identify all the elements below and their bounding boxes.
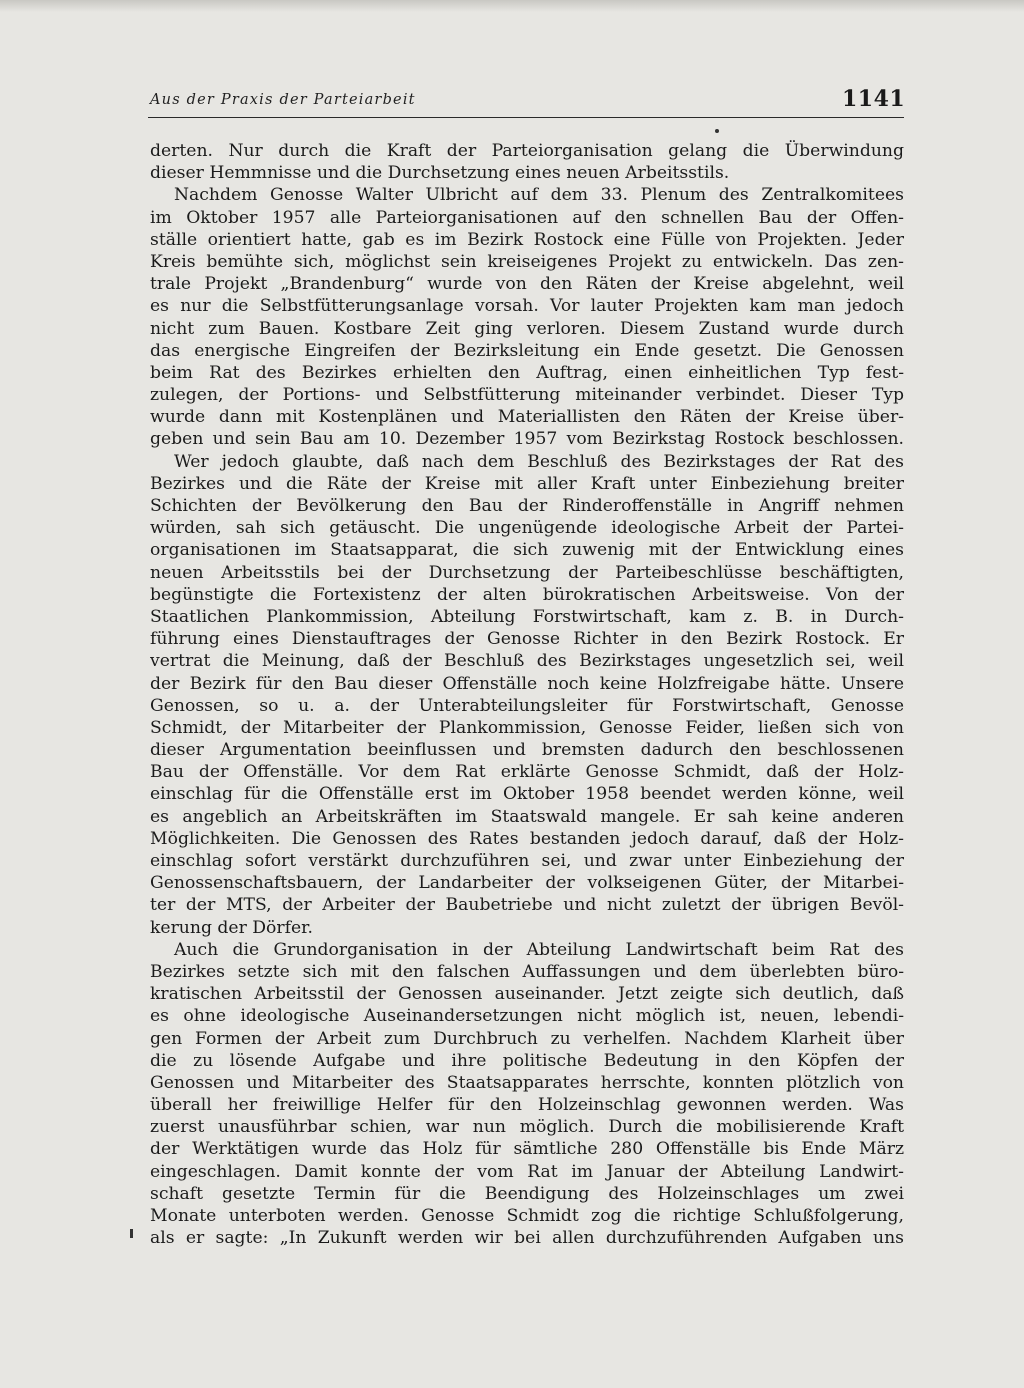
text-line: nicht zum Bauen. Kostbare Zeit ging verloren. Diesem Zustand wurde durch: [150, 318, 904, 339]
margin-mark: [130, 1229, 133, 1238]
text-line: trale Projekt „Brandenburg“ wurde von den Räten der Kreise abgelehnt, weil: [150, 274, 904, 295]
text-line: Kreis bemühte sich, möglichst sein kreiseigenes Projekt zu entwickeln. Das zen-: [150, 251, 904, 272]
text-line: neuen Arbeitsstils bei der Durchsetzung der Parteibeschlüsse beschäftigten,: [150, 562, 904, 583]
text-line: Monate unterboten werden. Genosse Schmidt zog die richtige Schlußfolgerung,: [150, 1206, 904, 1226]
text-line: würden, sah sich getäuscht. Die ungenügende ideologische Arbeit der Partei-: [150, 518, 904, 539]
text-line: vertrat die Meinung, daß der Beschluß des Bezirkstages ungesetzlich sei, weil: [150, 651, 904, 672]
text-line: dieser Argumentation beeinflussen und bremsten dadurch den beschlossenen: [150, 740, 904, 761]
print-speck: [715, 129, 719, 133]
text-line: überall her freiwillige Helfer für den Holzeinschlag gewonnen werden. Was: [150, 1095, 904, 1116]
text-line: einschlag für die Offenställe erst im Oktober 1958 beendet werden könne, weil: [150, 784, 904, 805]
text-line: kerung der Dörfer.: [150, 917, 313, 938]
text-line: als er sagte: „In Zukunft werden wir bei allen durchzuführenden Aufgaben uns: [150, 1228, 904, 1249]
text-line: einschlag sofort verstärkt durchzuführen sei, und zwar unter Einbeziehung der: [150, 851, 904, 871]
text-line: ter der MTS, der Arbeiter der Baubetriebe und nicht zuletzt der übrigen Bevöl-: [150, 895, 904, 916]
text-line: Genossen und Mitarbeiter des Staatsapparates herrschte, konnten plötzlich von: [150, 1072, 904, 1093]
text-line: Schmidt, der Mitarbeiter der Plankommission, Genosse Feider, ließen sich von: [150, 717, 904, 738]
text-line: führung eines Dienstauftrages der Genosse Richter in den Bezirk Rostock. Er: [150, 629, 904, 650]
text-line: Wer jedoch glaubte, daß nach dem Beschluß des Bezirkstages der Rat des: [174, 451, 904, 472]
scan-edge: [0, 0, 1024, 12]
text-line: Schichten der Bevölkerung den Bau der Rinderoffenställe in Angriff nehmen: [150, 496, 904, 516]
text-line: zulegen, der Portions- und Selbstfütterung miteinander verbindet. Dieser Typ: [150, 385, 904, 406]
text-line: Möglichkeiten. Die Genossen des Rates bestanden jedoch darauf, daß der Holz-: [150, 828, 904, 849]
text-line: Auch die Grundorganisation in der Abteilung Landwirtschaft beim Rat des: [174, 939, 904, 960]
text-line: organisationen im Staatsapparat, die sich zuwenig mit der Entwicklung eines: [150, 540, 904, 561]
text-line: eingeschlagen. Damit konnte der vom Rat im Januar der Abteilung Landwirt-: [150, 1161, 904, 1182]
text-line: beim Rat des Bezirkes erhielten den Auftrag, einen einheitlichen Typ fest-: [150, 362, 904, 383]
page-number: 1141: [842, 86, 906, 112]
header-rule: [148, 117, 904, 118]
text-line: ställe orientiert hatte, gab es im Bezirk Rostock eine Fülle von Projekten. Jeder: [150, 229, 904, 250]
text-line: der Werktätigen wurde das Holz für sämtliche 280 Offenställe bis Ende März: [150, 1139, 904, 1160]
text-line: zuerst unausführbar schien, war nun möglich. Durch die mobilisierende Kraft: [150, 1117, 904, 1138]
text-line: Bau der Offenställe. Vor dem Rat erklärte Genosse Schmidt, daß der Holz-: [150, 762, 904, 783]
text-line: es angeblich an Arbeitskräften im Staatswald mangele. Er sah keine anderen: [150, 806, 904, 827]
text-line: derten. Nur durch die Kraft der Parteiorganisation gelang die Überwindung: [150, 141, 904, 161]
text-line: Nachdem Genosse Walter Ulbricht auf dem 33. Plenum des Zentralkomitees: [174, 185, 904, 206]
text-line: Bezirkes und die Räte der Kreise mit aller Kraft unter Einbeziehung breiter: [150, 473, 904, 494]
text-line: Genossen, so u. a. der Unterabteilungsleiter für Forstwirtschaft, Genosse: [150, 695, 904, 716]
text-line: Bezirkes setzte sich mit den falschen Auffassungen und dem überlebten büro-: [150, 961, 904, 982]
text-line: dieser Hemmnisse und die Durchsetzung eines neuen Arbeitsstils.: [150, 163, 730, 184]
text-line: gen Formen der Arbeit zum Durchbruch zu verhelfen. Nachdem Klarheit über: [150, 1028, 904, 1049]
text-line: kratischen Arbeitsstil der Genossen auseinander. Jetzt zeigte sich deutlich, daß: [150, 984, 904, 1005]
text-line: Genossenschaftsbauern, der Landarbeiter der volkseigenen Güter, der Mitarbei-: [150, 873, 904, 894]
text-line: wurde dann mit Kostenplänen und Materiallisten den Räten der Kreise über-: [150, 407, 904, 428]
text-line: Staatlichen Plankommission, Abteilung Forstwirtschaft, kam z. B. in Durch-: [150, 606, 904, 627]
text-line: schaft gesetzte Termin für die Beendigung des Holzeinschlages um zwei: [150, 1183, 904, 1204]
text-line: es nur die Selbstfütterungsanlage vorsah. Vor lauter Projekten kam man jedoch: [150, 296, 904, 317]
text-line: die zu lösende Aufgabe und ihre politische Bedeutung in den Köpfen der: [150, 1050, 904, 1071]
text-line: das energische Eingreifen der Bezirksleitung ein Ende gesetzt. Die Genossen: [150, 340, 904, 361]
running-head: Aus der Praxis der Parteiarbeit: [150, 92, 416, 108]
body-text: [150, 140, 904, 1249]
text-line: im Oktober 1957 alle Parteiorganisationen auf den schnellen Bau der Offen-: [150, 207, 904, 228]
text-line: es ohne ideologische Auseinandersetzungen nicht möglich ist, neuen, lebendi-: [150, 1006, 904, 1027]
text-line: geben und sein Bau am 10. Dezember 1957 vom Bezirkstag Rostock beschlossen.: [150, 429, 904, 450]
text-line: der Bezirk für den Bau dieser Offenställe noch keine Holzfreigabe hätte. Unsere: [150, 673, 904, 694]
text-line: begünstigte die Fortexistenz der alten bürokratischen Arbeitsweise. Von der: [150, 584, 904, 605]
